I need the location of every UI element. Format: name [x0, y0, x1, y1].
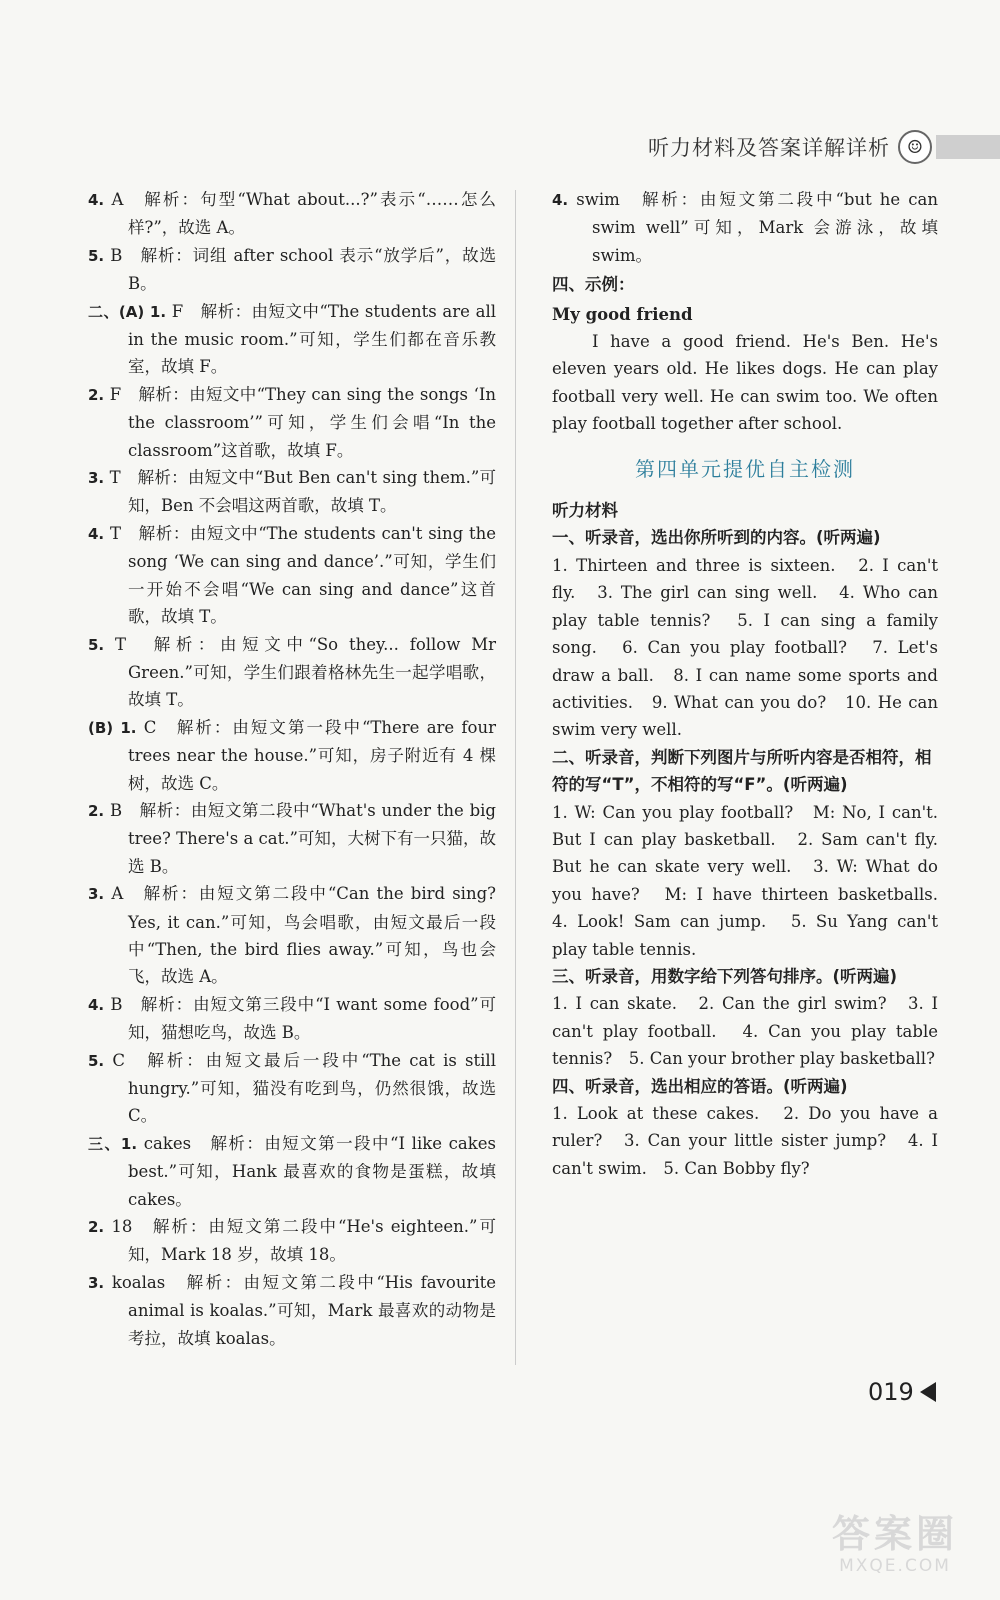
answer-item: 4. A 解析：句型“What about...?”表示“……怎么样?”，故选 A。	[88, 190, 496, 238]
answer-item: 5. B 解析：词组 after school 表示“放学后”，故选 B。	[88, 245, 496, 294]
question-heading: 四、听录音，选出相应的答语。(听两遍)	[552, 1076, 848, 1096]
listening-heading: 听力材料	[552, 501, 618, 521]
answer-item: 5. T 解析：由短文中“So they... follow Mr Green.”可知，学生们跟着格林先生一起学唱歌，故填 T。	[88, 634, 496, 710]
column-divider	[515, 190, 516, 1365]
arrow-left-icon	[920, 1382, 936, 1402]
header-bar	[936, 135, 1000, 159]
header-title: 听力材料及答案详解详析	[648, 136, 890, 160]
page-header	[600, 128, 1000, 166]
answer-item: (B) 1. C 解析：由短文第一段中“There are four trees near the house.”可知，房子附近有 4 棵树，故选 C。	[88, 717, 496, 793]
answer-item: 3. T 解析：由短文中“But Ben can't sing them.”可知，Ben 不会唱这两首歌，故填 T。	[88, 468, 496, 516]
question-transcript: 1. W: Can you play football? M: No, I can't. But I can play basketball. 2. Sam can't fly. But he can skate very well. 3. W: What do you have? M: I have thirteen basketballs. 4. Look! Sam can jump. 5. Su Yang can't play table tennis.	[552, 802, 955, 959]
watermark-logo: 答案圈 MXQE.COM	[831, 1512, 958, 1576]
answer-item: 5. C 解析：由短文最后一段中“The cat is still hungry.”可知，猫没有吃到鸟，仍然很饿，故选 C。	[88, 1050, 496, 1126]
unit-title: 第四单元提优自主检测	[635, 456, 855, 481]
answer-item: 2. B 解析：由短文第二段中“What's under the big tree? There's a cat.”可知，大树下有一只猫，故选 B。	[88, 800, 496, 876]
answer-item: 3. koalas 解析：由短文第二段中“His favourite animal is koalas.”可知，Mark 最喜欢的动物是考拉，故填 koalas。	[88, 1272, 496, 1348]
answer-item: 4. swim 解析：由短文第二段中“but he can swim well”可知，Mark 会游泳，故填 swim。	[552, 190, 938, 265]
answer-item: 4. B 解析：由短文第三段中“I want some food”可知，猫想吃鸟，故选 B。	[88, 994, 496, 1043]
question-transcript: 1. Thirteen and three is sixteen. 2. I can't fly. 3. The girl can sing well. 4. Who can play table tennis? 5. I can sing a family song. 6. Can you play football? 7. Let's draw a ball. 8. I can name some sports and activities. 9. What can you do? 10. He can swim very well.	[552, 555, 938, 740]
question-transcript: 1. Look at these cakes. 2. Do you have a ruler? 3. Can your little sister jump? 4. I can't swim. 5. Can Bobby fly?	[552, 1104, 938, 1178]
page-number: 019	[868, 1378, 936, 1406]
question-heading: 三、听录音，用数字给下列答句排序。(听两遍)	[552, 966, 898, 986]
question-heading: 一、听录音，选出你所听到的内容。(听两遍)	[552, 528, 881, 548]
sample-essay	[552, 301, 938, 438]
smile-icon: ☺	[898, 130, 932, 164]
question-transcript: 1. I can skate. 2. Can the girl swim? 3. I can't play football. 4. Can you play table tennis? 5. Can your brother play basketball?	[552, 994, 938, 1069]
essay-body: I have a good friend. He's Ben. He's eleven years old. He likes dogs. He can play football very well. He can swim too. We often play football together after school.	[552, 332, 938, 434]
question-heading: 二、听录音，判断下列图片与所听内容是否相符，相符的写“T”，不相符的写“F”。(听两遍)	[552, 747, 932, 795]
answer-item: 2. F 解析：由短文中“They can sing the songs ‘In the classroom’”可知，学生们会唱“In the classroom”这首歌，故填 F。	[88, 384, 496, 460]
answer-item: 2. 18 解析：由短文第二段中“He's eighteen.”可知，Mark 18 岁，故填 18。	[88, 1217, 496, 1265]
essay-title: My good friend	[552, 304, 693, 324]
answer-item: 4. T 解析：由短文中“The students can't sing the song ‘We can sing and dance’.”可知，学生们一开始不会唱“We can sing and dance”这首歌，故填 T。	[88, 523, 496, 627]
left-column	[88, 186, 496, 1352]
section-heading: 四、示例：	[552, 275, 635, 295]
right-column	[552, 186, 955, 1182]
answer-item: 二、(A) 1. F 解析：由短文中“The students are all in the music room.”可知，学生们都在音乐教室，故填 F。	[88, 301, 497, 377]
answer-item: 3. A 解析：由短文第二段中“Can the bird sing? Yes, it can.”可知，鸟会唱歌，由短文最后一段中“Then, the bird flies away.”可知，鸟也会飞，故选 A。	[88, 884, 496, 987]
answer-item: 三、1. cakes 解析：由短文第一段中“I like cakes best.”可知，Hank 最喜欢的食物是蛋糕，故填 cakes。	[88, 1133, 496, 1209]
